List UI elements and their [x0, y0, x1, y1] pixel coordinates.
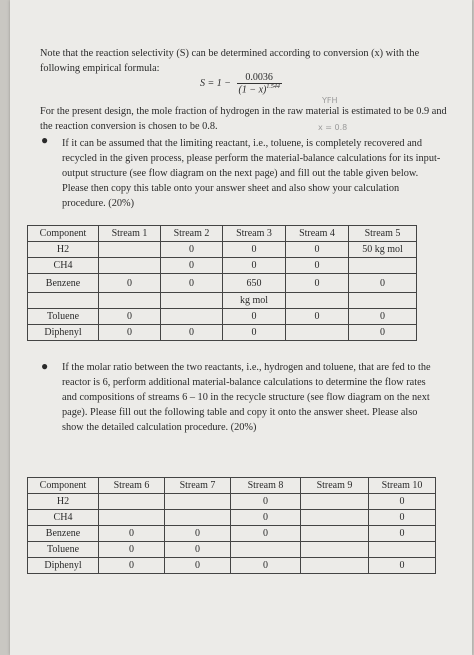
- table-cell: 0: [165, 526, 231, 542]
- table-cell: [165, 494, 231, 510]
- table-cell: Diphenyl: [28, 558, 99, 574]
- selectivity-note: Note that the reaction selectivity (S) can be determined according to conversion (x) with the following empirical formula:: [40, 48, 420, 74]
- table-row: [28, 293, 417, 309]
- table-cell: [301, 510, 369, 526]
- table-cell: 0: [99, 526, 165, 542]
- table-cell: [301, 558, 369, 574]
- table-row: [28, 325, 417, 341]
- question-1-text: If it can be assumed that the limiting reactant, i.e., toluene, is completely recovered and recycled in the given process, please perform the material-balance calculations for its input-output structure (see flow diagram on the next page) and fill out the table given below. Please then copy this table onto your answer sheet and also show your calculation procedure. (20%): [62, 138, 441, 209]
- header-cell: Stream 4: [286, 226, 349, 242]
- table-cell: 0: [161, 258, 223, 274]
- header-cell: Component: [28, 226, 99, 242]
- table-row: [28, 542, 436, 558]
- table-cell: [286, 325, 349, 341]
- table-cell: [301, 526, 369, 542]
- table-header-row: [28, 226, 417, 242]
- table-row: [28, 510, 436, 526]
- table-cell: 0: [349, 325, 417, 341]
- header-cell: Stream 1: [99, 226, 161, 242]
- table-cell: 0: [369, 510, 436, 526]
- table-cell: 0: [223, 258, 286, 274]
- table-cell: H2: [28, 242, 99, 258]
- table-cell: 0: [223, 242, 286, 258]
- table-cell: 0: [231, 510, 301, 526]
- table-cell: 0: [369, 558, 436, 574]
- table-cell: 0: [286, 242, 349, 258]
- formula-fraction: [237, 72, 282, 95]
- table-cell: 0: [99, 542, 165, 558]
- table-row: [28, 242, 417, 258]
- table-cell: 0: [286, 274, 349, 293]
- design-note: For the present design, the mole fraction of hydrogen in the raw material is estimated to be 0.9 and the reaction conversion is chosen to be 0.8.: [40, 106, 447, 132]
- table-cell: 0: [369, 526, 436, 542]
- table-cell: [161, 293, 223, 309]
- table-cell: 0: [99, 274, 161, 293]
- stream-table-2: [27, 477, 436, 574]
- table-cell: 0: [231, 494, 301, 510]
- formula-exponent: 1.544: [266, 84, 280, 90]
- table-cell: 650: [223, 274, 286, 293]
- table-cell: 0: [223, 309, 286, 325]
- header-cell: Stream 2: [161, 226, 223, 242]
- table-cell: [99, 293, 161, 309]
- table-header-row: [28, 478, 436, 494]
- table-cell: [349, 258, 417, 274]
- table-row: [28, 494, 436, 510]
- table-cell: 0: [99, 558, 165, 574]
- bullet-1: ●: [41, 133, 49, 147]
- table-cell: Benzene: [28, 274, 99, 293]
- header-cell: Stream 3: [223, 226, 286, 242]
- table-cell: kg mol: [223, 293, 286, 309]
- question-2-text: If the molar ratio between the two reactants, i.e., hydrogen and toluene, that are fed to the reactor is 6, perform additional material-balance calculations to determine the flow rates and compositions of streams 6 – 10 in the recycle structure (see flow diagram on the next page). Please fill out the following table and copy it onto the answer sheet. Please also show the detailed calculation procedure. (20%): [62, 362, 431, 433]
- table-cell: [99, 242, 161, 258]
- header-cell: Stream 5: [349, 226, 417, 242]
- header-cell: Stream 10: [369, 478, 436, 494]
- table-cell: Benzene: [28, 526, 99, 542]
- table-row: [28, 309, 417, 325]
- table-cell: CH4: [28, 510, 99, 526]
- table-cell: [286, 293, 349, 309]
- table-cell: 0: [99, 309, 161, 325]
- pencil-note-2: x = 0.8: [318, 123, 348, 132]
- table-cell: [161, 309, 223, 325]
- table-cell: 0: [231, 526, 301, 542]
- formula-denominator: [237, 84, 282, 95]
- formula-den-base: (1 − x): [238, 84, 267, 96]
- table-row: [28, 274, 417, 293]
- table-cell: [301, 494, 369, 510]
- table-cell: CH4: [28, 258, 99, 274]
- table-cell: 50 kg mol: [349, 242, 417, 258]
- table-cell: [349, 293, 417, 309]
- table-cell: 0: [286, 258, 349, 274]
- bullet-2: ●: [41, 359, 49, 373]
- header-cell: Stream 9: [301, 478, 369, 494]
- table-cell: [99, 258, 161, 274]
- formula-lhs: S = 1 −: [200, 77, 231, 89]
- table-cell: [231, 542, 301, 558]
- table-cell: 0: [286, 309, 349, 325]
- table-cell: 0: [161, 325, 223, 341]
- table-cell: 0: [369, 494, 436, 510]
- formula-numerator: 0.0036: [237, 72, 282, 84]
- table-cell: 0: [223, 325, 286, 341]
- table-cell: Diphenyl: [28, 325, 99, 341]
- selectivity-formula: [200, 72, 282, 95]
- table-cell: [165, 510, 231, 526]
- stream-table-1: [27, 225, 417, 341]
- header-cell: Stream 6: [99, 478, 165, 494]
- table-cell: 0: [99, 325, 161, 341]
- header-cell: Stream 7: [165, 478, 231, 494]
- table-cell: 0: [349, 274, 417, 293]
- table-cell: [99, 494, 165, 510]
- table-row: [28, 258, 417, 274]
- table-cell: [301, 542, 369, 558]
- table-cell: Toluene: [28, 542, 99, 558]
- table-cell: 0: [349, 309, 417, 325]
- table-cell: 0: [161, 242, 223, 258]
- table-cell: 0: [165, 558, 231, 574]
- table-cell: 0: [165, 542, 231, 558]
- table-cell: Toluene: [28, 309, 99, 325]
- table-cell: [369, 542, 436, 558]
- header-cell: Stream 8: [231, 478, 301, 494]
- table-cell: H2: [28, 494, 99, 510]
- table-row: [28, 526, 436, 542]
- table-row: [28, 558, 436, 574]
- table-cell: [99, 510, 165, 526]
- table-cell: 0: [231, 558, 301, 574]
- pencil-note-1: YFH: [322, 96, 338, 105]
- table-cell: 0: [161, 274, 223, 293]
- header-cell: Component: [28, 478, 99, 494]
- table-cell: [28, 293, 99, 309]
